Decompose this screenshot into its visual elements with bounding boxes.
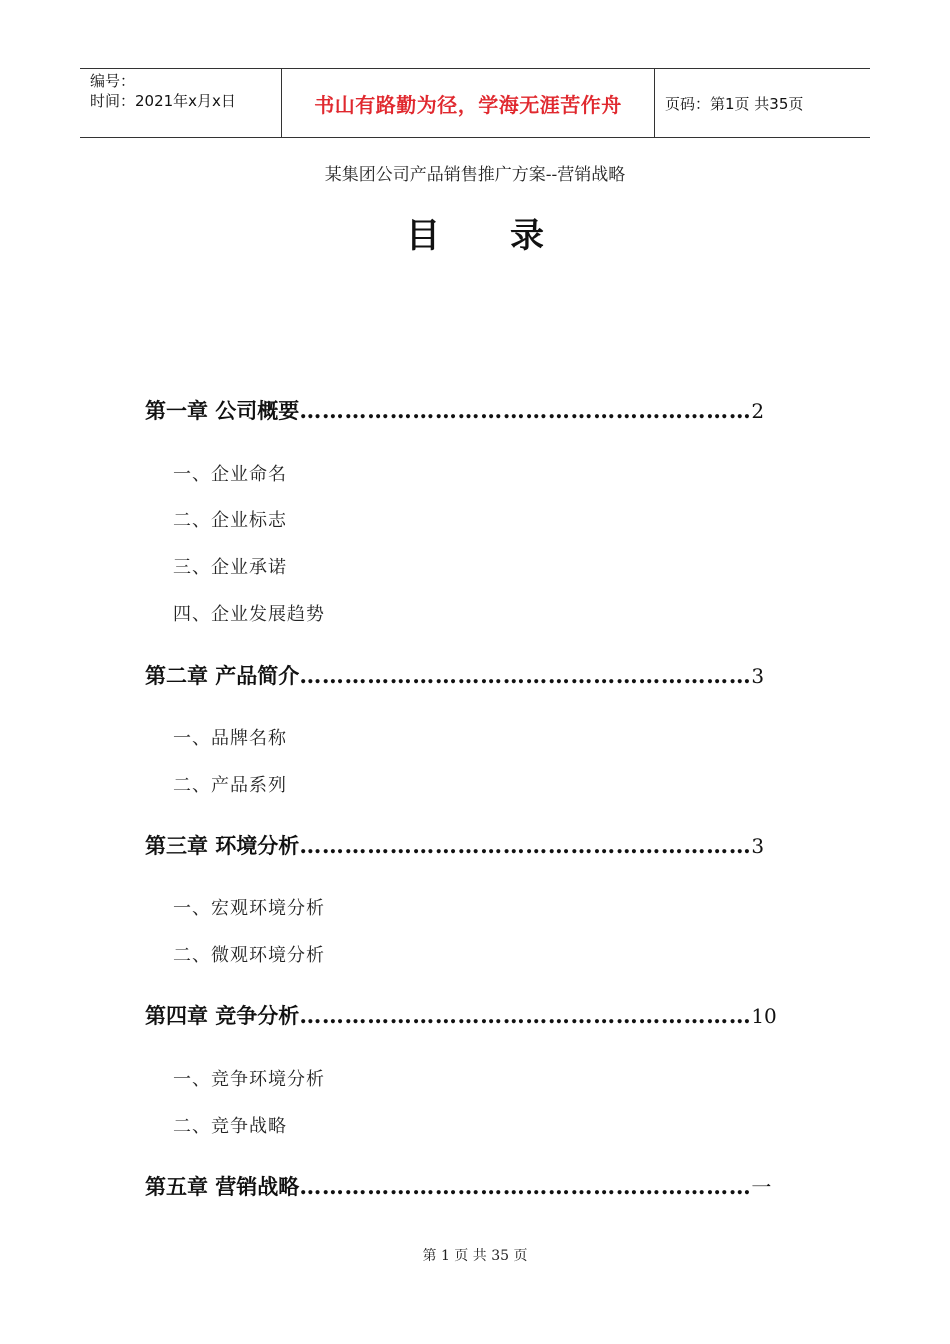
toc-section[interactable]: 一、宏观环境分析 xyxy=(173,898,325,919)
toc-chapter-page: 2 xyxy=(751,399,765,423)
toc-chapter-2[interactable] xyxy=(145,661,815,691)
page-header xyxy=(80,68,870,138)
toc-chapter-3[interactable] xyxy=(145,831,815,861)
toc-section[interactable]: 二、产品系列 xyxy=(173,775,287,796)
toc-heading-char-1: 目 xyxy=(406,216,440,256)
page-footer: 第 1 页 共 35 页 xyxy=(422,1248,528,1264)
toc-leader-dots: …………………………………………………… xyxy=(299,663,752,689)
toc-section[interactable]: 三、企业承诺 xyxy=(173,557,287,578)
toc-chapter-title: 第四章 竞争分析 xyxy=(145,1004,300,1028)
toc-leader-dots: …………………………………………………… xyxy=(299,1174,752,1200)
toc-chapter-4[interactable] xyxy=(145,1001,815,1031)
toc-heading xyxy=(0,208,950,257)
toc-chapter-title: 第二章 产品简介 xyxy=(145,664,300,688)
toc-chapter-title: 第三章 环境分析 xyxy=(145,834,300,858)
toc-section[interactable]: 四、企业发展趋势 xyxy=(173,604,325,625)
toc-chapter-page: 3 xyxy=(751,664,765,688)
toc-section[interactable]: 一、企业命名 xyxy=(173,464,287,485)
toc-leader-dots: …………………………………………………… xyxy=(299,833,752,859)
document-time-label: 时间：2021年x月x日 xyxy=(90,92,236,110)
toc-section[interactable]: 二、竞争战略 xyxy=(173,1116,287,1137)
page-info-text: 页码：第1页 共35页 xyxy=(665,94,804,113)
toc-heading-char-2: 录 xyxy=(510,216,544,256)
toc-leader-dots: …………………………………………………… xyxy=(299,1003,752,1029)
toc-chapter-1[interactable] xyxy=(145,396,815,426)
toc-section[interactable]: 二、微观环境分析 xyxy=(173,945,325,966)
toc-chapter-page: 3 xyxy=(751,834,765,858)
header-motto xyxy=(281,69,655,137)
toc-section[interactable]: 一、竞争环境分析 xyxy=(173,1069,325,1090)
document-number-label: 编号： xyxy=(90,72,136,90)
toc-section[interactable]: 二、企业标志 xyxy=(173,510,287,531)
toc-leader-dots: …………………………………………………… xyxy=(299,398,752,424)
motto-text: 书山有路勤为径，学海无涯苦作舟 xyxy=(314,92,622,117)
header-page-info xyxy=(655,69,870,137)
toc-chapter-page: 一 xyxy=(751,1175,772,1199)
document-subtitle: 某集团公司产品销售推广方案--营销战略 xyxy=(324,165,626,185)
toc-chapter-page: 10 xyxy=(751,1004,777,1028)
toc-chapter-title: 第一章 公司概要 xyxy=(145,399,300,423)
toc-chapter-title: 第五章 营销战略 xyxy=(145,1175,300,1199)
toc-section[interactable]: 一、品牌名称 xyxy=(173,728,287,749)
header-meta xyxy=(80,69,281,137)
toc-chapter-5[interactable] xyxy=(145,1172,815,1202)
